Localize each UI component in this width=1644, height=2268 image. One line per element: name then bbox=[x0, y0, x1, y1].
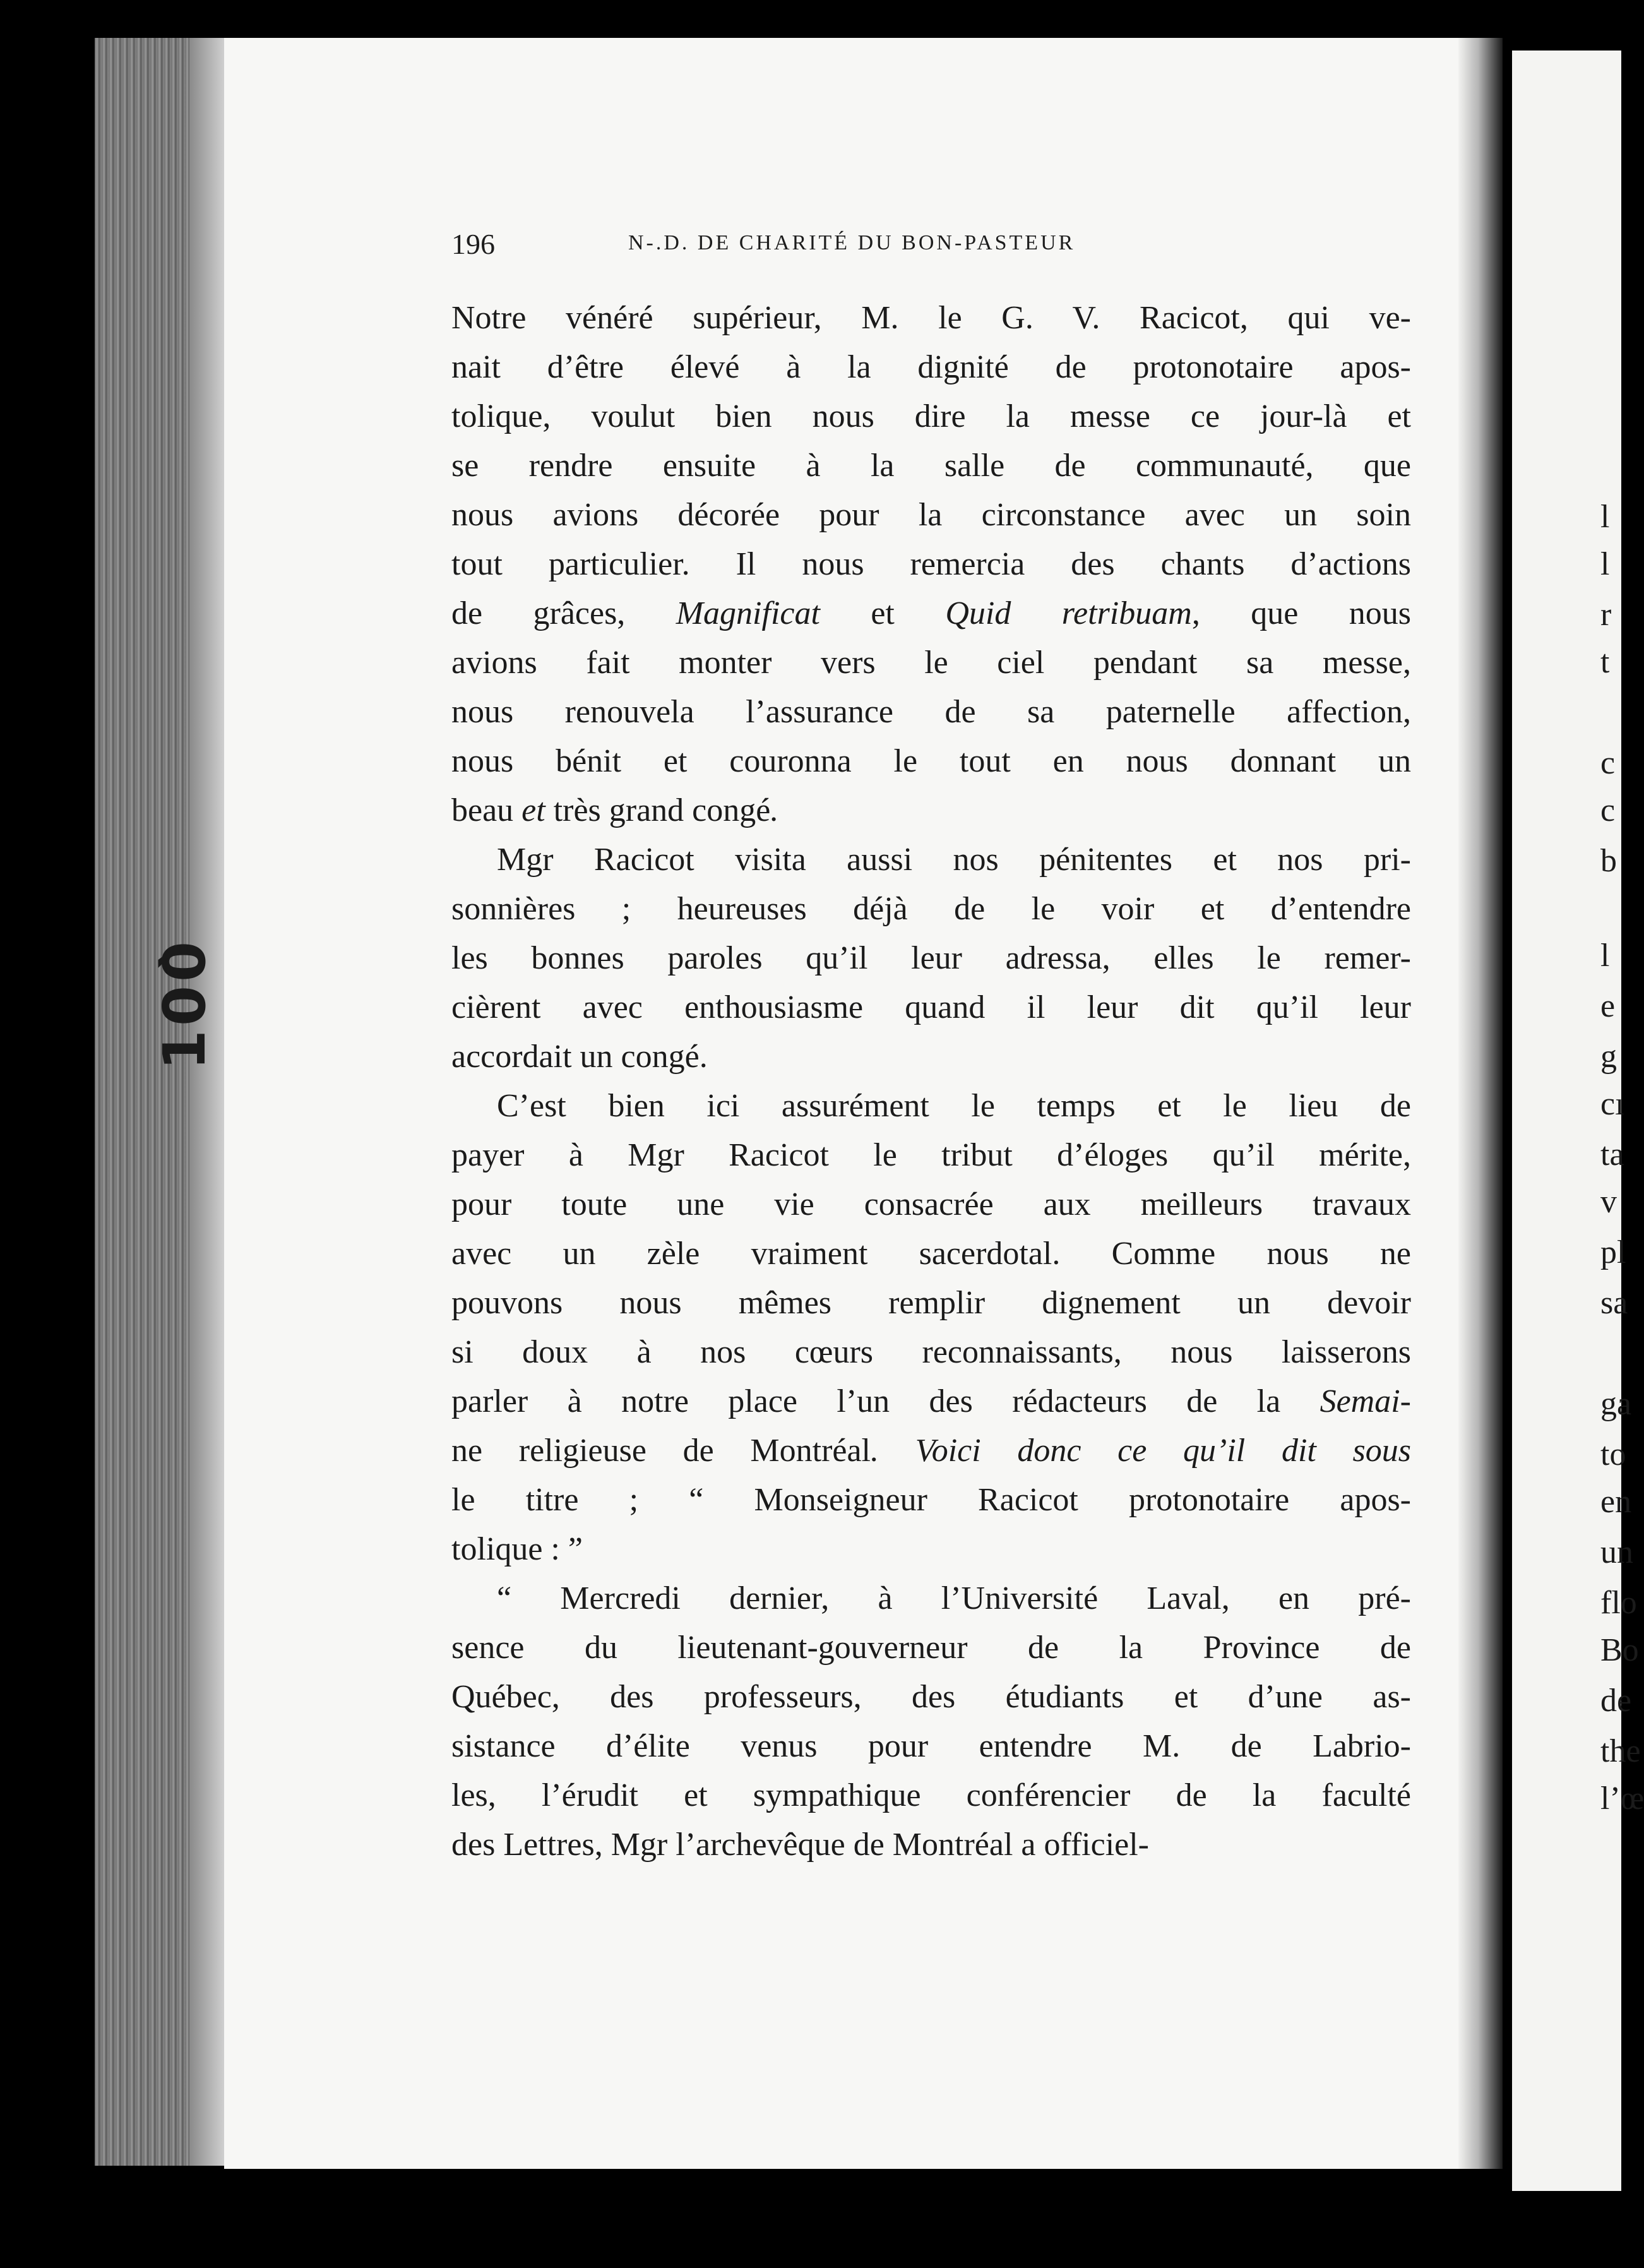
text-line: les bonnes paroles qu’il leur adressa, elles le remer- bbox=[451, 940, 1411, 976]
italic-segment: Semai- bbox=[1319, 1383, 1411, 1419]
facing-page-text-fragment: cı bbox=[1600, 1086, 1624, 1122]
facing-page-text-fragment: l bbox=[1600, 499, 1610, 535]
text-line: tolique, voulut bien nous dire la messe ce jour-là et bbox=[451, 398, 1411, 434]
facing-page-text-fragment: en bbox=[1600, 1484, 1632, 1520]
italic-segment: et bbox=[513, 792, 554, 828]
facing-page-text-fragment: flo bbox=[1600, 1585, 1637, 1621]
text-line bbox=[451, 589, 1411, 638]
italic-segment: Quid retribuam bbox=[945, 595, 1192, 631]
book-gutter bbox=[1458, 38, 1503, 2169]
facing-page-text-fragment: to bbox=[1600, 1436, 1626, 1472]
facing-page-text-fragment: c bbox=[1600, 792, 1616, 828]
facing-page-text-fragment: r bbox=[1600, 597, 1612, 633]
facing-page-text-fragment: sa bbox=[1600, 1285, 1628, 1321]
text-line: se rendre ensuite à la salle de communauté, que bbox=[451, 448, 1411, 484]
text-line: sence du lieutenant-gouverneur de la Province de bbox=[451, 1630, 1411, 1666]
facing-page-text-fragment: Bo bbox=[1600, 1632, 1639, 1668]
text-line: Notre vénéré supérieur, M. le G. V. Racicot, qui ve- bbox=[451, 300, 1411, 336]
text-line: pour toute une vie consacrée aux meilleurs travaux bbox=[451, 1186, 1411, 1222]
text-line: sistance d’élite venus pour entendre M. de Labrio- bbox=[451, 1728, 1411, 1764]
text-line bbox=[451, 1426, 1411, 1476]
text-line: C’est bien ici assurément le temps et le lieu de bbox=[497, 1088, 1411, 1124]
text-line: “ Mercredi dernier, à l’Université Laval, en pré- bbox=[497, 1580, 1411, 1616]
text-line: avec un zèle vraiment sacerdotal. Comme nous ne bbox=[451, 1236, 1411, 1272]
facing-page-text-fragment: l bbox=[1600, 938, 1610, 974]
page-header bbox=[451, 227, 1408, 265]
text-line: nous bénit et couronna le tout en nous donnant un bbox=[451, 743, 1411, 779]
text-line: payer à Mgr Racicot le tribut d’éloges qu’il mérite, bbox=[451, 1137, 1411, 1173]
text-line: si doux à nos cœurs reconnaissants, nous laisserons bbox=[451, 1334, 1411, 1370]
italic-segment: Magnificat bbox=[676, 595, 820, 631]
text-segment: parler à notre place l’un des rédacteurs de la bbox=[451, 1383, 1320, 1419]
text-line: tout particulier. Il nous remercia des chants d’actions bbox=[451, 546, 1411, 582]
facing-page-text-fragment: t bbox=[1600, 644, 1610, 680]
italic-segment: . Voici donc ce qu’il dit sous bbox=[871, 1433, 1412, 1469]
running-title: N-.D. DE CHARITÉ DU BON-PASTEUR bbox=[628, 231, 1076, 254]
facing-page-text-fragment: pl bbox=[1600, 1234, 1626, 1270]
facing-page-text-fragment: c bbox=[1600, 745, 1616, 781]
text-segment: beau bbox=[451, 792, 514, 828]
text-line: nous renouvela l’assurance de sa paternelle affection, bbox=[451, 694, 1411, 730]
text-line: des Lettres, Mgr l’archevêque de Montréal a officiel- bbox=[451, 1827, 1149, 1863]
margin-stamp bbox=[150, 909, 220, 1099]
text-line: tolique : ” bbox=[451, 1531, 583, 1567]
facing-page-text-fragment: ta bbox=[1600, 1137, 1624, 1173]
text-line bbox=[451, 786, 1411, 835]
facing-page-text-fragment: e bbox=[1600, 988, 1616, 1024]
facing-page-text-fragment: l’œ bbox=[1600, 1781, 1644, 1817]
text-segment: , que nous bbox=[1191, 595, 1411, 631]
facing-page-text-fragment: the bbox=[1600, 1733, 1641, 1769]
text-line: Québec, des professeurs, des étudiants et d’une as- bbox=[451, 1679, 1411, 1715]
page-number: 196 bbox=[451, 228, 495, 260]
text-segment: et bbox=[819, 595, 946, 631]
text-segment: de grâces, bbox=[451, 595, 676, 631]
facing-page-text-fragment: v bbox=[1600, 1184, 1617, 1220]
text-line: sonnières ; heureuses déjà de le voir et d’entendre bbox=[451, 891, 1411, 927]
text-line: le titre ; “ Monseigneur Racicot protonotaire apos- bbox=[451, 1482, 1411, 1518]
body-text bbox=[451, 294, 1411, 1870]
text-line: Mgr Racicot visita aussi nos pénitentes et nos pri- bbox=[497, 842, 1411, 878]
text-line: avions fait monter vers le ciel pendant sa messe, bbox=[451, 645, 1411, 681]
facing-page-text-fragment: de bbox=[1600, 1683, 1632, 1719]
text-line: les, l’érudit et sympathique conférencier de la faculté bbox=[451, 1777, 1411, 1813]
text-line: cièrent avec enthousiasme quand il leur dit qu’il leur bbox=[451, 989, 1411, 1025]
italic-segment: . bbox=[770, 792, 779, 828]
text-segment: ne religieuse de Montréal bbox=[451, 1433, 871, 1469]
facing-page-text-fragment: b bbox=[1600, 843, 1617, 879]
text-line: accordait un congé. bbox=[451, 1039, 708, 1075]
facing-page-text-fragment: ga bbox=[1600, 1386, 1632, 1422]
text-line: pouvons nous mêmes remplir dignement un devoir bbox=[451, 1285, 1411, 1321]
facing-page-edge bbox=[1512, 51, 1644, 2191]
facing-page-text-fragment: l bbox=[1600, 546, 1610, 582]
text-segment: très grand congé bbox=[553, 792, 771, 828]
page-block-edge-highlight bbox=[189, 38, 224, 2166]
margin-stamp-text: 100̀ bbox=[151, 937, 219, 1071]
text-line bbox=[451, 1377, 1411, 1426]
text-line: nait d’être élevé à la dignité de protonotaire apos- bbox=[451, 349, 1411, 385]
text-line: nous avions décorée pour la circonstance avec un soin bbox=[451, 497, 1411, 533]
facing-page-text-fragment: un bbox=[1600, 1534, 1633, 1570]
facing-page-text-fragment: g bbox=[1600, 1039, 1617, 1075]
